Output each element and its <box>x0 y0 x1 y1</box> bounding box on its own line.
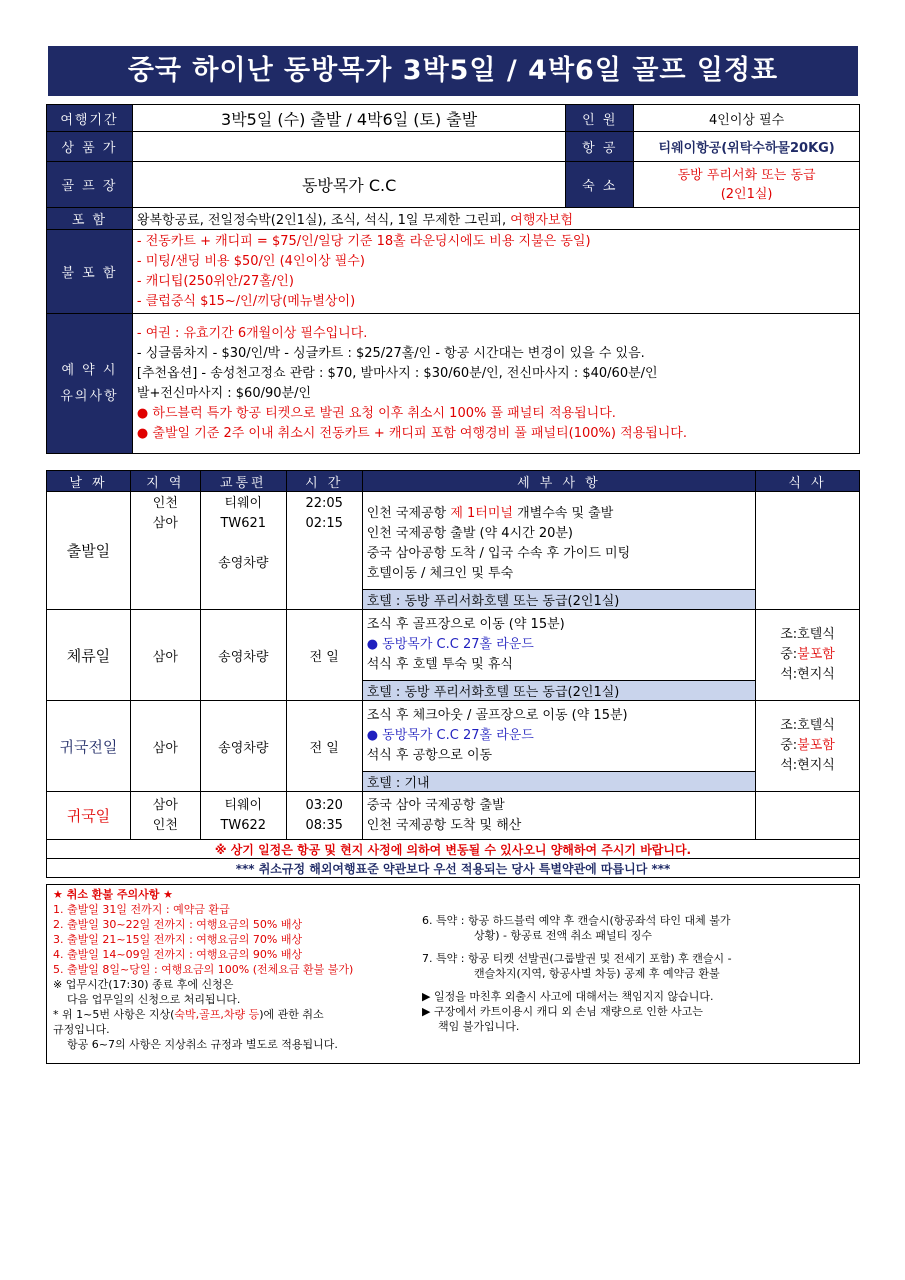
region-line: 삼아 <box>152 797 178 813</box>
hotel-line: 호텔 : 기내 <box>362 772 755 792</box>
air-value: 티웨이항공(위탁수하물20KG) <box>634 132 860 162</box>
include-label: 포 함 <box>47 208 133 230</box>
schedule-row-day2 <box>47 610 860 681</box>
detail-line: 석식 후 호텔 투숙 및 휴식 <box>366 657 513 672</box>
detail-line-round <box>367 635 751 655</box>
day-meal <box>756 610 860 701</box>
cancel-box <box>46 884 860 1064</box>
special-8: ▶ 일정을 마친후 외출시 사고에 대해서는 책임지지 않습니다. <box>422 990 714 1003</box>
special-7b: 캔슬차지(지역, 항공사별 차등) 공제 후 예약금 환불 <box>474 967 720 980</box>
detail-line: 인천 국제공항 출발 (약 4시간 20분) <box>366 525 574 541</box>
day-transport <box>200 492 286 610</box>
exclude-item: - 캐디팁(250위안/27홀/인) <box>136 273 294 289</box>
exclude-label: 불 포 함 <box>47 230 133 314</box>
round-text: 동방목가 C.C 27홀 라운드 <box>382 728 534 743</box>
golf-value: 동방목가 C.C <box>132 162 565 208</box>
transport-line: 송영차량 <box>218 556 269 571</box>
special-6b: 상황) - 항공료 전액 취소 패널티 징수 <box>474 929 653 942</box>
info-table <box>46 104 860 454</box>
cancel-item: 4. 출발일 14~09일 전까지 : 여행요금의 90% 배상 <box>53 948 303 961</box>
bullet-icon: ● <box>366 728 383 743</box>
col-time: 시 간 <box>286 471 362 492</box>
meal-lunch <box>760 736 855 756</box>
time-line: 08:35 <box>305 817 343 833</box>
transport-line: 티웨이 <box>224 797 263 813</box>
day-detail <box>362 701 755 772</box>
detail-line: 중국 삼아공항 도착 / 입국 수속 후 가이드 미팅 <box>366 545 631 561</box>
period-label: 여행기간 <box>47 105 133 132</box>
day-meal <box>756 701 860 792</box>
col-region: 지 역 <box>130 471 200 492</box>
transport-line <box>205 534 282 554</box>
rule-note-3: 항공 6~7의 사항은 지상취소 규정과 별도로 적용됩니다. <box>67 1038 338 1051</box>
region-line: 인천 <box>152 817 178 833</box>
notice-options: [추천옵션] - 송성천고정쇼 관람 : $70, 발마사지 : $30/60분/인, 전신마사지 : $40/60분/인 <box>136 365 658 381</box>
bullet-icon: ● <box>136 425 153 441</box>
notice-massage: 발+전신마사지 : $60/90분/인 <box>136 385 312 401</box>
day-region: 삼아 <box>130 610 200 701</box>
day-transport <box>200 792 286 840</box>
exclude-item: - 미팅/샌딩 비용 $50/인 (4인이상 필수) <box>136 253 365 269</box>
hotel-line: 호텔 : 동방 푸리서화호텔 또는 동급(2인1실) <box>362 590 755 610</box>
cancel-item: 1. 출발일 31일 전까지 : 예약금 환급 <box>53 903 230 916</box>
bullet-icon: ● <box>366 637 383 652</box>
region-line: 삼아 <box>152 516 178 531</box>
rule-note-2: 규정입니다. <box>53 1023 110 1036</box>
detail-text: 인천 국제공항 <box>366 505 451 521</box>
transport-line: TW622 <box>220 817 267 833</box>
special-9a: ▶ 구장에서 카트이용시 캐디 외 손님 재량으로 인한 사고는 <box>422 1005 703 1018</box>
cancel-item: 5. 출발일 8일~당일 : 여행요금의 100% (전체요금 환불 불가) <box>53 963 354 976</box>
time-line: 02:15 <box>305 516 343 531</box>
transport-line: 티웨이 <box>224 496 263 511</box>
day-label: 출발일 <box>47 492 131 610</box>
exclude-item: - 클럽중식 $15~/인/끼당(메뉴별상이) <box>136 293 356 309</box>
rule-note-1 <box>53 1007 413 1022</box>
day-region <box>130 492 200 610</box>
time-line: 03:20 <box>305 797 343 813</box>
day-time <box>286 792 362 840</box>
col-date: 날 짜 <box>47 471 131 492</box>
office-note-1: ※ 업무시간(17:30) 종료 후에 신청은 <box>53 978 234 991</box>
meal-lunch-value: 불포함 <box>797 738 835 753</box>
col-meal: 식 사 <box>756 471 860 492</box>
meal-breakfast: 조:호텔식 <box>780 627 835 642</box>
schedule-row-day1 <box>47 492 860 590</box>
page-title: 중국 하이난 동방목가 3박5일 / 4박6일 골프 일정표 <box>48 46 858 96</box>
detail-line: 중국 삼아 국제공항 출발 <box>366 797 505 813</box>
hotel-value-line-1: 동방 푸리서화 또는 동급 <box>677 167 816 183</box>
detail-line <box>367 504 751 524</box>
detail-line: 조식 후 골프장으로 이동 (약 15분) <box>366 617 565 632</box>
cancel-right <box>422 913 852 1034</box>
exclude-list <box>132 230 859 314</box>
people-value: 4인이상 필수 <box>634 105 860 132</box>
day-detail <box>362 792 755 840</box>
include-insurance: 여행자보험 <box>510 213 574 228</box>
footer-note-schedule: ※ 상기 일정은 항공 및 현지 사정에 의하여 변동될 수 있사오니 양해하여 주시기 바랍니다. <box>47 840 860 859</box>
hotel-label: 숙 소 <box>566 162 634 208</box>
schedule-table <box>46 470 860 878</box>
day-label: 귀국전일 <box>47 701 131 792</box>
rule-highlight: 숙박,골프,차량 등 <box>174 1008 260 1021</box>
notice-label <box>47 314 133 454</box>
meal-dinner: 석:현지식 <box>780 758 835 773</box>
rule-text: )에 관한 취소 <box>259 1008 324 1021</box>
special-7a: 7. 특약 : 항공 티켓 선발권(그룹발권 및 전세기 포함) 후 캔슬시 - <box>422 952 732 965</box>
transport-line: TW621 <box>220 516 267 531</box>
meal-lunch-value: 불포함 <box>797 647 835 662</box>
air-label: 항 공 <box>566 132 634 162</box>
day-time <box>286 492 362 610</box>
col-detail: 세 부 사 항 <box>362 471 755 492</box>
meal-dinner: 석:현지식 <box>780 667 835 682</box>
meal-breakfast: 조:호텔식 <box>780 718 835 733</box>
meal-lunch-prefix: 중: <box>780 647 798 662</box>
day-meal <box>756 492 860 610</box>
notice-label-2: 유의사항 <box>60 388 119 404</box>
period-value: 3박5일 (수) 출발 / 4박6일 (토) 출발 <box>132 105 565 132</box>
notice-label-1: 예 약 시 <box>61 362 118 378</box>
notice-penalty-1-text: 하드블럭 특가 항공 티켓으로 발권 요청 이후 취소시 100% 풀 패널티 적용됩니다. <box>152 405 616 421</box>
meal-lunch-prefix: 중: <box>780 738 798 753</box>
notice-passport: - 여권 : 유효기간 6개월이상 필수입니다. <box>136 325 368 341</box>
terminal-text: 제 1터미널 <box>450 505 513 521</box>
price-label: 상 품 가 <box>47 132 133 162</box>
day-transport: 송영차량 <box>200 701 286 792</box>
golf-label: 골 프 장 <box>47 162 133 208</box>
notice-penalty-1 <box>137 404 855 424</box>
day-time: 전 일 <box>286 610 362 701</box>
rule-text: * 위 1~5번 사항은 지상( <box>53 1008 175 1021</box>
day-transport: 송영차량 <box>200 610 286 701</box>
detail-line: 조식 후 체크아웃 / 골프장으로 이동 (약 15분) <box>366 708 628 723</box>
detail-line-round <box>367 726 751 746</box>
region-line: 인천 <box>152 496 178 511</box>
detail-line: 인천 국제공항 도착 및 해산 <box>366 817 522 833</box>
day-detail <box>362 492 755 590</box>
meal-lunch <box>760 645 855 665</box>
hotel-value <box>634 162 860 208</box>
day-label: 귀국일 <box>47 792 131 840</box>
day-region <box>130 792 200 840</box>
cancel-item: 3. 출발일 21~15일 전까지 : 여행요금의 70% 배상 <box>53 933 303 946</box>
office-note-2: 다음 업무일의 신청으로 처리됩니다. <box>67 993 241 1006</box>
exclude-item: - 전동카트 + 캐디피 = $75/인/일당 기준 18홀 라운딩시에도 비용 지불은 동일) <box>136 233 591 249</box>
notice-penalty-2-text: 출발일 기준 2주 이내 취소시 전동카트 + 캐디피 포함 여행경비 풀 패널티(100%) 적용됩니다. <box>152 425 687 441</box>
people-label: 인 원 <box>566 105 634 132</box>
include-text: 왕복항공료, 전일정숙박(2인1실), 조식, 석식, 1일 무제한 그린피, <box>136 213 511 228</box>
footer-note-cancel: *** 취소규정 해외여행표준 약관보다 우선 적용되는 당사 특별약관에 따릅니다 *** <box>47 859 860 878</box>
hotel-line: 호텔 : 동방 푸리서화호텔 또는 동급(2인1실) <box>362 681 755 701</box>
time-line: 22:05 <box>305 496 343 511</box>
cancel-item: 2. 출발일 30~22일 전까지 : 여행요금의 50% 배상 <box>53 918 303 931</box>
cancel-title: ★ 취소 환불 주의사항 ★ <box>53 888 174 901</box>
detail-line: 호텔이동 / 체크인 및 투숙 <box>366 565 514 581</box>
detail-line: 석식 후 공항으로 이동 <box>366 748 493 763</box>
notice-penalty-2 <box>137 424 855 444</box>
cancel-left <box>53 887 413 1052</box>
hotel-value-line-2: (2인1실) <box>720 186 773 202</box>
day-meal <box>756 792 860 840</box>
detail-text: 개별수속 및 출발 <box>512 505 614 521</box>
special-9b: 책임 불가입니다. <box>438 1020 520 1033</box>
round-text: 동방목가 C.C 27홀 라운드 <box>382 637 534 652</box>
day-time: 전 일 <box>286 701 362 792</box>
col-transport: 교통편 <box>200 471 286 492</box>
schedule-row-day3 <box>47 701 860 772</box>
day-region: 삼아 <box>130 701 200 792</box>
day-detail <box>362 610 755 681</box>
include-value <box>132 208 859 230</box>
price-value <box>132 132 565 162</box>
notice-list <box>132 314 859 454</box>
special-6a: 6. 특약 : 항공 하드블럭 예약 후 캔슬시(항공좌석 타인 대체 불가 <box>422 914 731 927</box>
schedule-row-day4 <box>47 792 860 840</box>
notice-single: - 싱글룸차지 - $30/인/박 - 싱글카트 : $25/27홀/인 - 항공 시간대는 변경이 있을 수 있음. <box>136 345 645 361</box>
day-label: 체류일 <box>47 610 131 701</box>
bullet-icon: ● <box>136 405 153 421</box>
